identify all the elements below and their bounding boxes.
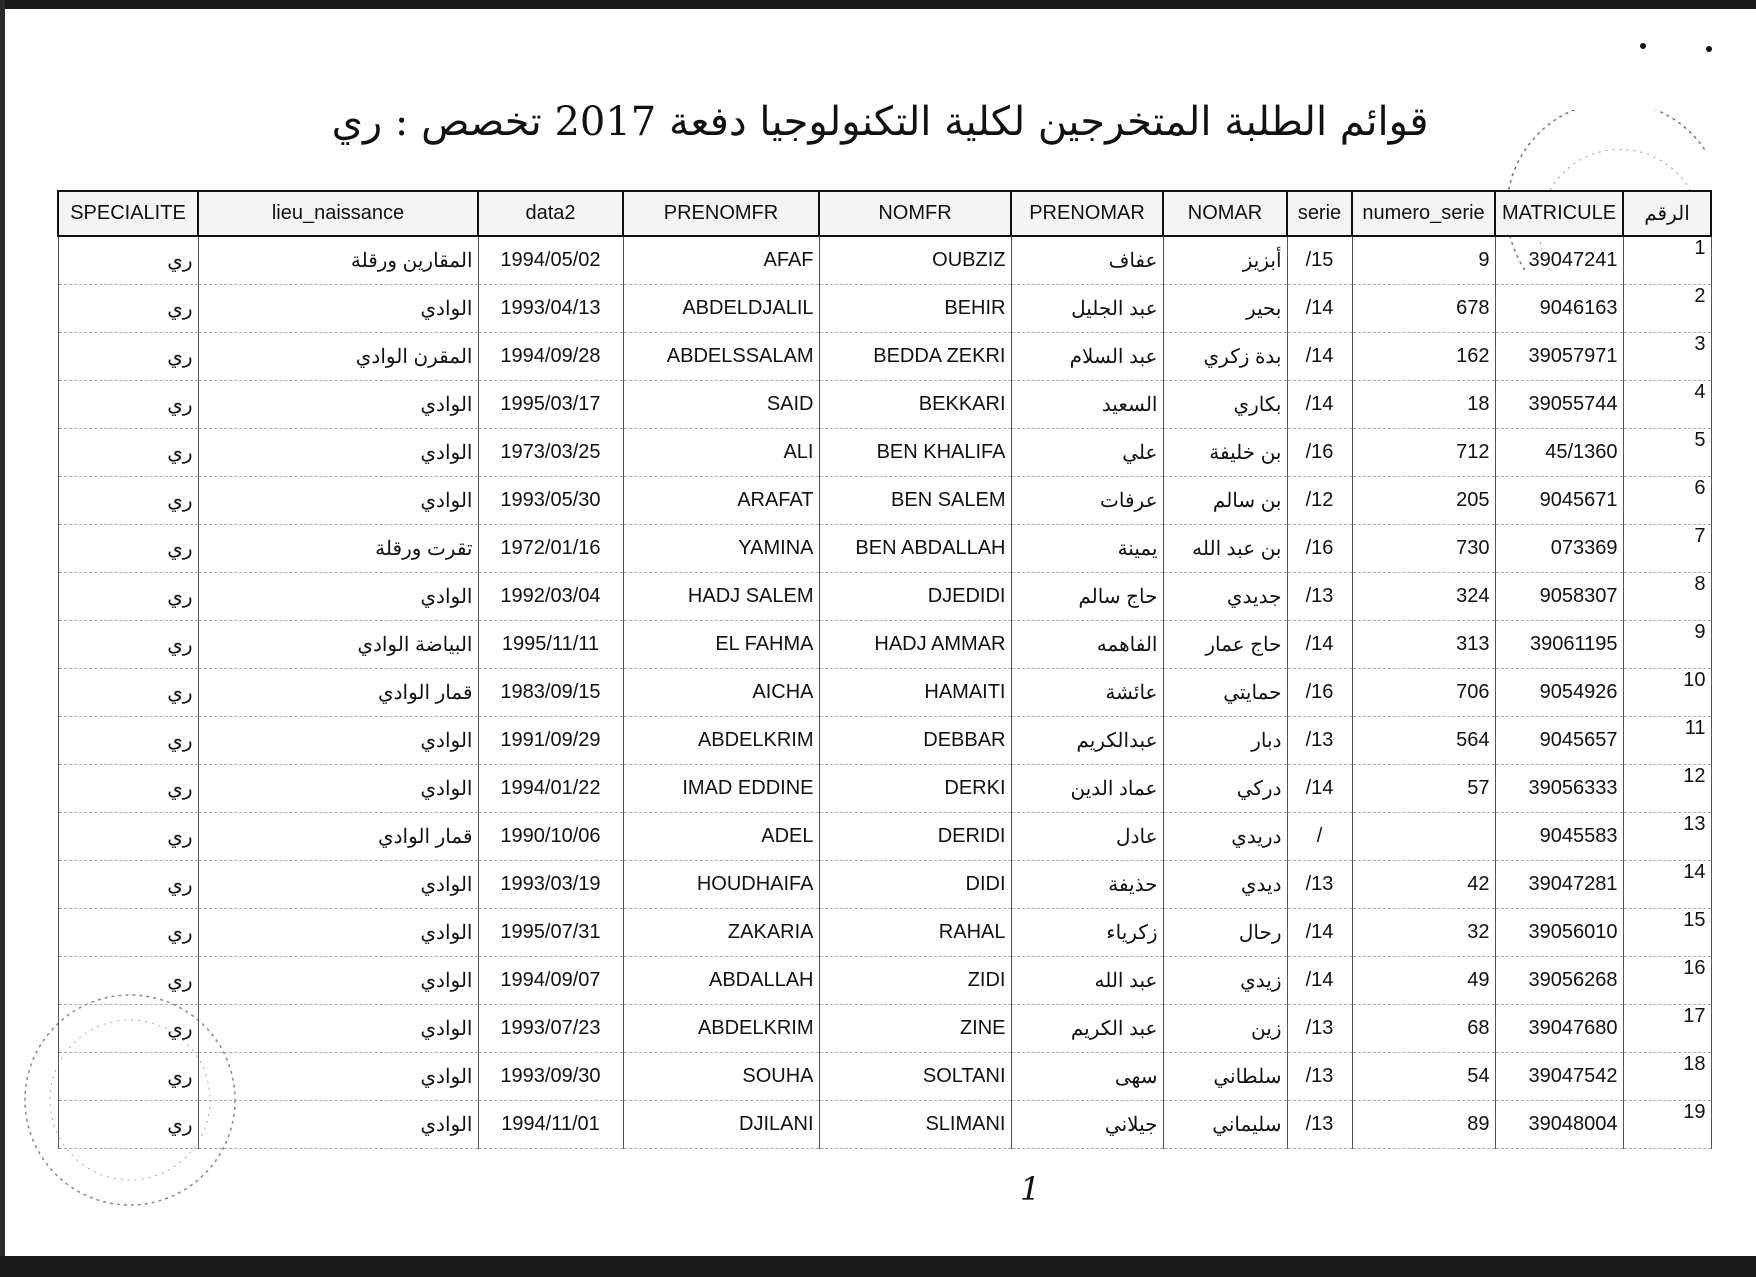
serial-number-cell bbox=[1352, 813, 1495, 861]
rank-cell: 1 bbox=[1623, 236, 1711, 285]
firstname-ar-cell: زكرياء bbox=[1011, 909, 1163, 957]
col-header-firstname-ar: PRENOMAR bbox=[1011, 191, 1163, 236]
lastname-ar-cell: بن عبد الله bbox=[1163, 525, 1287, 573]
birthplace-cell: الوادي bbox=[198, 957, 478, 1005]
lastname-fr-cell: BEN ABDALLAH bbox=[819, 525, 1011, 573]
table-row bbox=[58, 957, 1711, 1005]
table-row bbox=[58, 236, 1711, 285]
birthdate-cell: 1994/11/01 bbox=[478, 1101, 623, 1149]
lastname-fr-cell: DERKI bbox=[819, 765, 1011, 813]
birthplace-cell: الوادي bbox=[198, 285, 478, 333]
speciality-cell: ري bbox=[58, 1101, 198, 1149]
matricule-cell: 39056268 bbox=[1495, 957, 1623, 1005]
serie-cell: /13 bbox=[1287, 1101, 1352, 1149]
birthdate-cell: 1995/11/11 bbox=[478, 621, 623, 669]
birthplace-cell: الوادي bbox=[198, 573, 478, 621]
rank-cell: 9 bbox=[1623, 621, 1711, 669]
serie-cell: /14 bbox=[1287, 909, 1352, 957]
matricule-cell: 9054926 bbox=[1495, 669, 1623, 717]
speciality-cell: ري bbox=[58, 381, 198, 429]
birthdate-cell: 1993/09/30 bbox=[478, 1053, 623, 1101]
scan-border-bottom bbox=[0, 1256, 1756, 1277]
serie-cell: /16 bbox=[1287, 525, 1352, 573]
serie-cell: /14 bbox=[1287, 621, 1352, 669]
serial-number-cell: 18 bbox=[1352, 381, 1495, 429]
lastname-fr-cell: DIDI bbox=[819, 861, 1011, 909]
firstname-ar-cell: حذيفة bbox=[1011, 861, 1163, 909]
lastname-fr-cell: HADJ AMMAR bbox=[819, 621, 1011, 669]
rank-cell: 7 bbox=[1623, 525, 1711, 573]
lastname-ar-cell: زين bbox=[1163, 1005, 1287, 1053]
birthplace-cell: الوادي bbox=[198, 765, 478, 813]
matricule-cell: 39047542 bbox=[1495, 1053, 1623, 1101]
serial-number-cell: 49 bbox=[1352, 957, 1495, 1005]
table-row bbox=[58, 861, 1711, 909]
birthplace-cell: الوادي bbox=[198, 861, 478, 909]
birthdate-cell: 1994/01/22 bbox=[478, 765, 623, 813]
page-number: 1 bbox=[1020, 1170, 1041, 1208]
firstname-ar-cell: علي bbox=[1011, 429, 1163, 477]
birthdate-cell: 1995/07/31 bbox=[478, 909, 623, 957]
scan-speck bbox=[1640, 43, 1646, 49]
serial-number-cell: 564 bbox=[1352, 717, 1495, 765]
serie-cell: /12 bbox=[1287, 477, 1352, 525]
col-header-lastname-ar: NOMAR bbox=[1163, 191, 1287, 236]
table-row bbox=[58, 525, 1711, 573]
matricule-cell: 39047241 bbox=[1495, 236, 1623, 285]
matricule-cell: 9058307 bbox=[1495, 573, 1623, 621]
serie-cell: /16 bbox=[1287, 669, 1352, 717]
table-row bbox=[58, 429, 1711, 477]
lastname-ar-cell: سلطاني bbox=[1163, 1053, 1287, 1101]
matricule-cell: 9046163 bbox=[1495, 285, 1623, 333]
matricule-cell: 9045671 bbox=[1495, 477, 1623, 525]
firstname-fr-cell: IMAD EDDINE bbox=[623, 765, 819, 813]
matricule-cell: 39048004 bbox=[1495, 1101, 1623, 1149]
serie-cell: /14 bbox=[1287, 765, 1352, 813]
firstname-fr-cell: SAID bbox=[623, 381, 819, 429]
lastname-fr-cell: SLIMANI bbox=[819, 1101, 1011, 1149]
birthplace-cell: الوادي bbox=[198, 717, 478, 765]
birthplace-cell: المقارين ورقلة bbox=[198, 236, 478, 285]
lastname-fr-cell: OUBZIZ bbox=[819, 236, 1011, 285]
rank-cell: 2 bbox=[1623, 285, 1711, 333]
birthplace-cell: الوادي bbox=[198, 477, 478, 525]
birthdate-cell: 1993/07/23 bbox=[478, 1005, 623, 1053]
serie-cell: /13 bbox=[1287, 861, 1352, 909]
serial-number-cell: 162 bbox=[1352, 333, 1495, 381]
lastname-ar-cell: بكاري bbox=[1163, 381, 1287, 429]
birthdate-cell: 1973/03/25 bbox=[478, 429, 623, 477]
firstname-fr-cell: AFAF bbox=[623, 236, 819, 285]
birthdate-cell: 1983/09/15 bbox=[478, 669, 623, 717]
col-header-matricule: MATRICULE bbox=[1495, 191, 1623, 236]
serie-cell: /14 bbox=[1287, 285, 1352, 333]
col-header-birthdate: data2 bbox=[478, 191, 623, 236]
table-row bbox=[58, 765, 1711, 813]
serial-number-cell: 68 bbox=[1352, 1005, 1495, 1053]
birthdate-cell: 1990/10/06 bbox=[478, 813, 623, 861]
speciality-cell: ري bbox=[58, 525, 198, 573]
speciality-cell: ري bbox=[58, 1005, 198, 1053]
serial-number-cell: 42 bbox=[1352, 861, 1495, 909]
table-row bbox=[58, 285, 1711, 333]
col-header-birthplace: lieu_naissance bbox=[198, 191, 478, 236]
birthdate-cell: 1994/05/02 bbox=[478, 236, 623, 285]
firstname-ar-cell: عبد الكريم bbox=[1011, 1005, 1163, 1053]
matricule-cell: 39057971 bbox=[1495, 333, 1623, 381]
lastname-ar-cell: حمايتي bbox=[1163, 669, 1287, 717]
lastname-ar-cell: زيدي bbox=[1163, 957, 1287, 1005]
lastname-ar-cell: بن سالم bbox=[1163, 477, 1287, 525]
firstname-ar-cell: عائشة bbox=[1011, 669, 1163, 717]
speciality-cell: ري bbox=[58, 909, 198, 957]
matricule-cell: 39061195 bbox=[1495, 621, 1623, 669]
firstname-ar-cell: السعيد bbox=[1011, 381, 1163, 429]
firstname-ar-cell: عماد الدين bbox=[1011, 765, 1163, 813]
serie-cell: /14 bbox=[1287, 957, 1352, 1005]
table-row bbox=[58, 333, 1711, 381]
serie-cell: /16 bbox=[1287, 429, 1352, 477]
col-header-serial-number: numero_serie bbox=[1352, 191, 1495, 236]
table-row bbox=[58, 669, 1711, 717]
rank-cell: 13 bbox=[1623, 813, 1711, 861]
lastname-fr-cell: SOLTANI bbox=[819, 1053, 1011, 1101]
firstname-fr-cell: ABDALLAH bbox=[623, 957, 819, 1005]
table-row bbox=[58, 717, 1711, 765]
table-header-row bbox=[58, 191, 1711, 236]
birthplace-cell: المقرن الوادي bbox=[198, 333, 478, 381]
table-row bbox=[58, 1005, 1711, 1053]
serial-number-cell: 313 bbox=[1352, 621, 1495, 669]
firstname-fr-cell: ABDELDJALIL bbox=[623, 285, 819, 333]
birthdate-cell: 1991/09/29 bbox=[478, 717, 623, 765]
matricule-cell: 9045657 bbox=[1495, 717, 1623, 765]
firstname-ar-cell: جيلاني bbox=[1011, 1101, 1163, 1149]
firstname-ar-cell: عبد الله bbox=[1011, 957, 1163, 1005]
scan-speck bbox=[1706, 46, 1712, 52]
birthplace-cell: قمار الوادي bbox=[198, 813, 478, 861]
table-row bbox=[58, 621, 1711, 669]
firstname-fr-cell: ABDELKRIM bbox=[623, 717, 819, 765]
birthplace-cell: الوادي bbox=[198, 1053, 478, 1101]
lastname-ar-cell: ديدي bbox=[1163, 861, 1287, 909]
serial-number-cell: 9 bbox=[1352, 236, 1495, 285]
col-header-speciality: SPECIALITE bbox=[58, 191, 198, 236]
rank-cell: 16 bbox=[1623, 957, 1711, 1005]
rank-cell: 10 bbox=[1623, 669, 1711, 717]
serial-number-cell: 89 bbox=[1352, 1101, 1495, 1149]
rank-cell: 5 bbox=[1623, 429, 1711, 477]
matricule-cell: 39047680 bbox=[1495, 1005, 1623, 1053]
rank-cell: 11 bbox=[1623, 717, 1711, 765]
speciality-cell: ري bbox=[58, 1053, 198, 1101]
firstname-fr-cell: DJILANI bbox=[623, 1101, 819, 1149]
birthplace-cell: الوادي bbox=[198, 1101, 478, 1149]
matricule-cell: 45/1360 bbox=[1495, 429, 1623, 477]
lastname-fr-cell: DEBBAR bbox=[819, 717, 1011, 765]
lastname-ar-cell: أبزيز bbox=[1163, 236, 1287, 285]
firstname-fr-cell: ADEL bbox=[623, 813, 819, 861]
lastname-ar-cell: دريدي bbox=[1163, 813, 1287, 861]
speciality-cell: ري bbox=[58, 669, 198, 717]
serial-number-cell: 730 bbox=[1352, 525, 1495, 573]
firstname-ar-cell: عبد السلام bbox=[1011, 333, 1163, 381]
firstname-fr-cell: YAMINA bbox=[623, 525, 819, 573]
firstname-fr-cell: ARAFAT bbox=[623, 477, 819, 525]
serie-cell: /14 bbox=[1287, 333, 1352, 381]
scan-border-top bbox=[0, 0, 1756, 9]
speciality-cell: ري bbox=[58, 236, 198, 285]
firstname-fr-cell: AICHA bbox=[623, 669, 819, 717]
lastname-fr-cell: ZIDI bbox=[819, 957, 1011, 1005]
lastname-fr-cell: HAMAITI bbox=[819, 669, 1011, 717]
firstname-ar-cell: سهى bbox=[1011, 1053, 1163, 1101]
serie-cell: /15 bbox=[1287, 236, 1352, 285]
firstname-ar-cell: عادل bbox=[1011, 813, 1163, 861]
table-row bbox=[58, 573, 1711, 621]
lastname-fr-cell: BEN SALEM bbox=[819, 477, 1011, 525]
speciality-cell: ري bbox=[58, 333, 198, 381]
lastname-fr-cell: ZINE bbox=[819, 1005, 1011, 1053]
serie-cell: /13 bbox=[1287, 573, 1352, 621]
matricule-cell: 39047281 bbox=[1495, 861, 1623, 909]
birthplace-cell: البياضة الوادي bbox=[198, 621, 478, 669]
rank-cell: 18 bbox=[1623, 1053, 1711, 1101]
lastname-fr-cell: RAHAL bbox=[819, 909, 1011, 957]
firstname-fr-cell: ALI bbox=[623, 429, 819, 477]
serie-cell: /13 bbox=[1287, 717, 1352, 765]
speciality-cell: ري bbox=[58, 621, 198, 669]
birthplace-cell: قمار الوادي bbox=[198, 669, 478, 717]
speciality-cell: ري bbox=[58, 861, 198, 909]
firstname-fr-cell: SOUHA bbox=[623, 1053, 819, 1101]
serial-number-cell: 205 bbox=[1352, 477, 1495, 525]
serie-cell: /13 bbox=[1287, 1005, 1352, 1053]
speciality-cell: ري bbox=[58, 285, 198, 333]
birthplace-cell: الوادي bbox=[198, 381, 478, 429]
speciality-cell: ري bbox=[58, 765, 198, 813]
rank-cell: 6 bbox=[1623, 477, 1711, 525]
rank-cell: 15 bbox=[1623, 909, 1711, 957]
speciality-cell: ري bbox=[58, 717, 198, 765]
table-row bbox=[58, 909, 1711, 957]
serie-cell: / bbox=[1287, 813, 1352, 861]
speciality-cell: ري bbox=[58, 477, 198, 525]
lastname-ar-cell: حاج عمار bbox=[1163, 621, 1287, 669]
lastname-fr-cell: DERIDI bbox=[819, 813, 1011, 861]
speciality-cell: ري bbox=[58, 429, 198, 477]
serie-cell: /13 bbox=[1287, 1053, 1352, 1101]
birthplace-cell: تقرت ورقلة bbox=[198, 525, 478, 573]
serial-number-cell: 54 bbox=[1352, 1053, 1495, 1101]
serial-number-cell: 57 bbox=[1352, 765, 1495, 813]
birthdate-cell: 1994/09/28 bbox=[478, 333, 623, 381]
firstname-ar-cell: الفاهمه bbox=[1011, 621, 1163, 669]
firstname-fr-cell: EL FAHMA bbox=[623, 621, 819, 669]
firstname-fr-cell: ZAKARIA bbox=[623, 909, 819, 957]
matricule-cell: 39056333 bbox=[1495, 765, 1623, 813]
firstname-ar-cell: عرفات bbox=[1011, 477, 1163, 525]
rank-cell: 3 bbox=[1623, 333, 1711, 381]
serial-number-cell: 712 bbox=[1352, 429, 1495, 477]
rank-cell: 12 bbox=[1623, 765, 1711, 813]
firstname-fr-cell: ABDELSSALAM bbox=[623, 333, 819, 381]
table-row bbox=[58, 1053, 1711, 1101]
firstname-ar-cell: عبدالكريم bbox=[1011, 717, 1163, 765]
birthplace-cell: الوادي bbox=[198, 1005, 478, 1053]
serial-number-cell: 324 bbox=[1352, 573, 1495, 621]
col-header-firstname-fr: PRENOMFR bbox=[623, 191, 819, 236]
scan-border-left bbox=[0, 0, 5, 1277]
lastname-ar-cell: دبار bbox=[1163, 717, 1287, 765]
graduates-table bbox=[57, 190, 1712, 1149]
firstname-ar-cell: عفاف bbox=[1011, 236, 1163, 285]
birthdate-cell: 1972/01/16 bbox=[478, 525, 623, 573]
rank-cell: 17 bbox=[1623, 1005, 1711, 1053]
matricule-cell: 073369 bbox=[1495, 525, 1623, 573]
lastname-ar-cell: جديدي bbox=[1163, 573, 1287, 621]
lastname-fr-cell: BEHIR bbox=[819, 285, 1011, 333]
page-title: قوائم الطلبة المتخرجين لكلية التكنولوجيا دفعة 2017 تخصص : ري bbox=[331, 98, 1429, 145]
lastname-fr-cell: BEN KHALIFA bbox=[819, 429, 1011, 477]
speciality-cell: ري bbox=[58, 573, 198, 621]
serial-number-cell: 678 bbox=[1352, 285, 1495, 333]
lastname-fr-cell: BEDDA ZEKRI bbox=[819, 333, 1011, 381]
matricule-cell: 39055744 bbox=[1495, 381, 1623, 429]
col-header-rank: الرقم bbox=[1623, 191, 1711, 236]
rank-cell: 8 bbox=[1623, 573, 1711, 621]
table-row bbox=[58, 1101, 1711, 1149]
serial-number-cell: 32 bbox=[1352, 909, 1495, 957]
lastname-ar-cell: رحال bbox=[1163, 909, 1287, 957]
lastname-ar-cell: بحير bbox=[1163, 285, 1287, 333]
birthdate-cell: 1995/03/17 bbox=[478, 381, 623, 429]
rank-cell: 19 bbox=[1623, 1101, 1711, 1149]
serie-cell: /14 bbox=[1287, 381, 1352, 429]
firstname-fr-cell: HOUDHAIFA bbox=[623, 861, 819, 909]
firstname-ar-cell: حاج سالم bbox=[1011, 573, 1163, 621]
birthdate-cell: 1993/05/30 bbox=[478, 477, 623, 525]
firstname-ar-cell: يمينة bbox=[1011, 525, 1163, 573]
lastname-ar-cell: بن خليفة bbox=[1163, 429, 1287, 477]
col-header-serie: serie bbox=[1287, 191, 1352, 236]
birthdate-cell: 1992/03/04 bbox=[478, 573, 623, 621]
birthdate-cell: 1993/03/19 bbox=[478, 861, 623, 909]
birthplace-cell: الوادي bbox=[198, 429, 478, 477]
matricule-cell: 9045583 bbox=[1495, 813, 1623, 861]
birthdate-cell: 1993/04/13 bbox=[478, 285, 623, 333]
firstname-ar-cell: عبد الجليل bbox=[1011, 285, 1163, 333]
speciality-cell: ري bbox=[58, 957, 198, 1005]
rank-cell: 4 bbox=[1623, 381, 1711, 429]
lastname-ar-cell: بدة زكري bbox=[1163, 333, 1287, 381]
rank-cell: 14 bbox=[1623, 861, 1711, 909]
lastname-fr-cell: DJEDIDI bbox=[819, 573, 1011, 621]
lastname-ar-cell: دركي bbox=[1163, 765, 1287, 813]
table-row bbox=[58, 381, 1711, 429]
lastname-fr-cell: BEKKARI bbox=[819, 381, 1011, 429]
firstname-fr-cell: ABDELKRIM bbox=[623, 1005, 819, 1053]
speciality-cell: ري bbox=[58, 813, 198, 861]
serial-number-cell: 706 bbox=[1352, 669, 1495, 717]
birthdate-cell: 1994/09/07 bbox=[478, 957, 623, 1005]
firstname-fr-cell: HADJ SALEM bbox=[623, 573, 819, 621]
table-row bbox=[58, 477, 1711, 525]
col-header-lastname-fr: NOMFR bbox=[819, 191, 1011, 236]
birthplace-cell: الوادي bbox=[198, 909, 478, 957]
lastname-ar-cell: سليماني bbox=[1163, 1101, 1287, 1149]
table-row bbox=[58, 813, 1711, 861]
matricule-cell: 39056010 bbox=[1495, 909, 1623, 957]
